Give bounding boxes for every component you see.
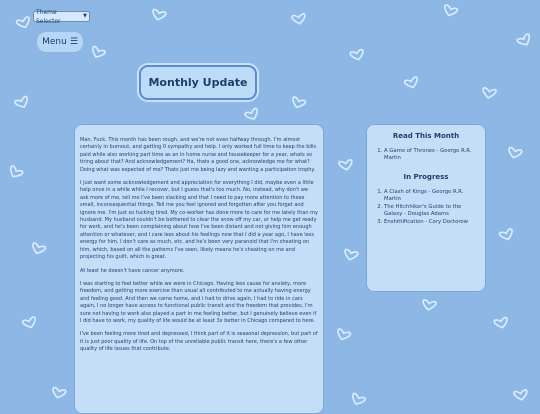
heart-icon xyxy=(339,160,353,171)
chevron-down-icon: ▼ xyxy=(83,13,87,19)
heart-icon xyxy=(244,108,260,122)
read-list xyxy=(371,148,481,162)
page-title-box xyxy=(139,65,257,100)
menu-label: Menu xyxy=(42,37,67,47)
read-this-month-heading: Read This Month xyxy=(392,132,460,140)
books-sidebar xyxy=(366,124,486,292)
heart-icon xyxy=(422,300,436,311)
heart-icon xyxy=(51,387,66,399)
heart-icon xyxy=(482,88,496,99)
heart-icon xyxy=(292,14,306,25)
heart-icon xyxy=(14,96,30,110)
heart-icon xyxy=(517,33,533,47)
in-progress-list-item: 2. The Hitchhiker's Guide to the Galaxy - Douglas Adams xyxy=(384,204,481,218)
heart-icon xyxy=(290,97,305,110)
post-paragraph: I just want some acknowledgement and appreciation for everything I did, maybe even a little help once in a while while I recover, but I guess that's too much. No, instead, why don't we ask more of me, tell me I've been slacking and that I need to pay more attention to these small, inconsequential things. Tell me you feel ignored and forgotten after you forget and ignore me. I'm just so fucking tired. My co-worker has done more to care for me lately than my husband. My husband couldn't be bothered to clear the snow off my car, or help me get ready for work, and he's been complaining about how I've been distant and not giving him enough attention or whatever, and I care less about his feelings now that I did a year ago, I have less energy for him, I don't care as much, etc. and he's been very paranoid that I'm cheating on him, which, based on all the patterns I've seen, likely means he's cheating on me and projecting his guilt, which is great. xyxy=(80,180,318,261)
heart-icon xyxy=(30,243,45,256)
in-progress-heading: In Progress xyxy=(403,173,449,181)
heart-icon xyxy=(343,249,358,261)
post-paragraph: I was starting to feel better while we were in Chicago. Having less cause for anxiety, more freedom, and getting more exercise than usual all contributed to me actually having energy and feeling good. And then we came home, and I had to drive again, I had to ride in cars again, I no longer have access to functional public transit and the freedom that provides, I'm sure not having to work also played a part in me feeling better, but I genuinely believe even if I did have to work, my quality of life would be at least 3x better in Chicago compared to here. xyxy=(80,280,317,324)
post-paragraph: I've been feeling more tired and depressed, I think part of it is seasonal depression, but part of it is just poor quality of life. On top of the unreliable public transit here, there's a few other quality of life issues that contribute. xyxy=(80,331,318,353)
heart-icon xyxy=(499,229,514,242)
page-title: Monthly Update xyxy=(148,76,248,89)
post-content xyxy=(74,124,324,414)
heart-icon xyxy=(350,393,366,405)
heart-icon xyxy=(514,390,528,401)
heart-icon xyxy=(507,147,522,159)
heart-icon xyxy=(442,5,457,18)
in-progress-list-item: 1. A Clash of Kings - George R.R. Martin xyxy=(384,189,481,203)
in-progress-list xyxy=(371,189,481,226)
heart-icon xyxy=(22,317,37,330)
menu-button[interactable] xyxy=(36,31,84,53)
heart-icon xyxy=(404,77,419,90)
read-list-item: 1. A Game of Thrones - George R.R. Martin xyxy=(384,148,481,162)
heart-icon xyxy=(151,9,166,21)
heart-icon xyxy=(350,49,365,61)
heart-icon xyxy=(335,329,350,342)
theme-selector-dropdown[interactable] xyxy=(33,8,90,25)
in-progress-list-item: 3. Enshittification - Cory Doctorow xyxy=(384,219,481,226)
post-paragraph: At least he doesn't have cancer anymore. xyxy=(80,267,185,274)
hamburger-icon: ☰ xyxy=(69,37,78,47)
heart-icon xyxy=(7,165,23,179)
post-paragraph: Man, Fuck. This month has been rough, and we're not even halfway through. I'm almost certainly in burnout, and getting 0 sympathy and help. I only worked full time to keep the bills paid while also working part time as an in home nurse and housekeeper for a year, whats so tiring about that? And acknowledgement? Ha, thats a good one, acknowledge me for what? Doing what was expected of me? Thats just me being lazy and wanting a participation trophy. xyxy=(80,137,317,173)
heart-icon xyxy=(16,17,31,30)
heart-icon xyxy=(90,46,106,60)
heart-icon xyxy=(494,317,509,329)
theme-selector-value: Theme Selector xyxy=(36,8,61,25)
